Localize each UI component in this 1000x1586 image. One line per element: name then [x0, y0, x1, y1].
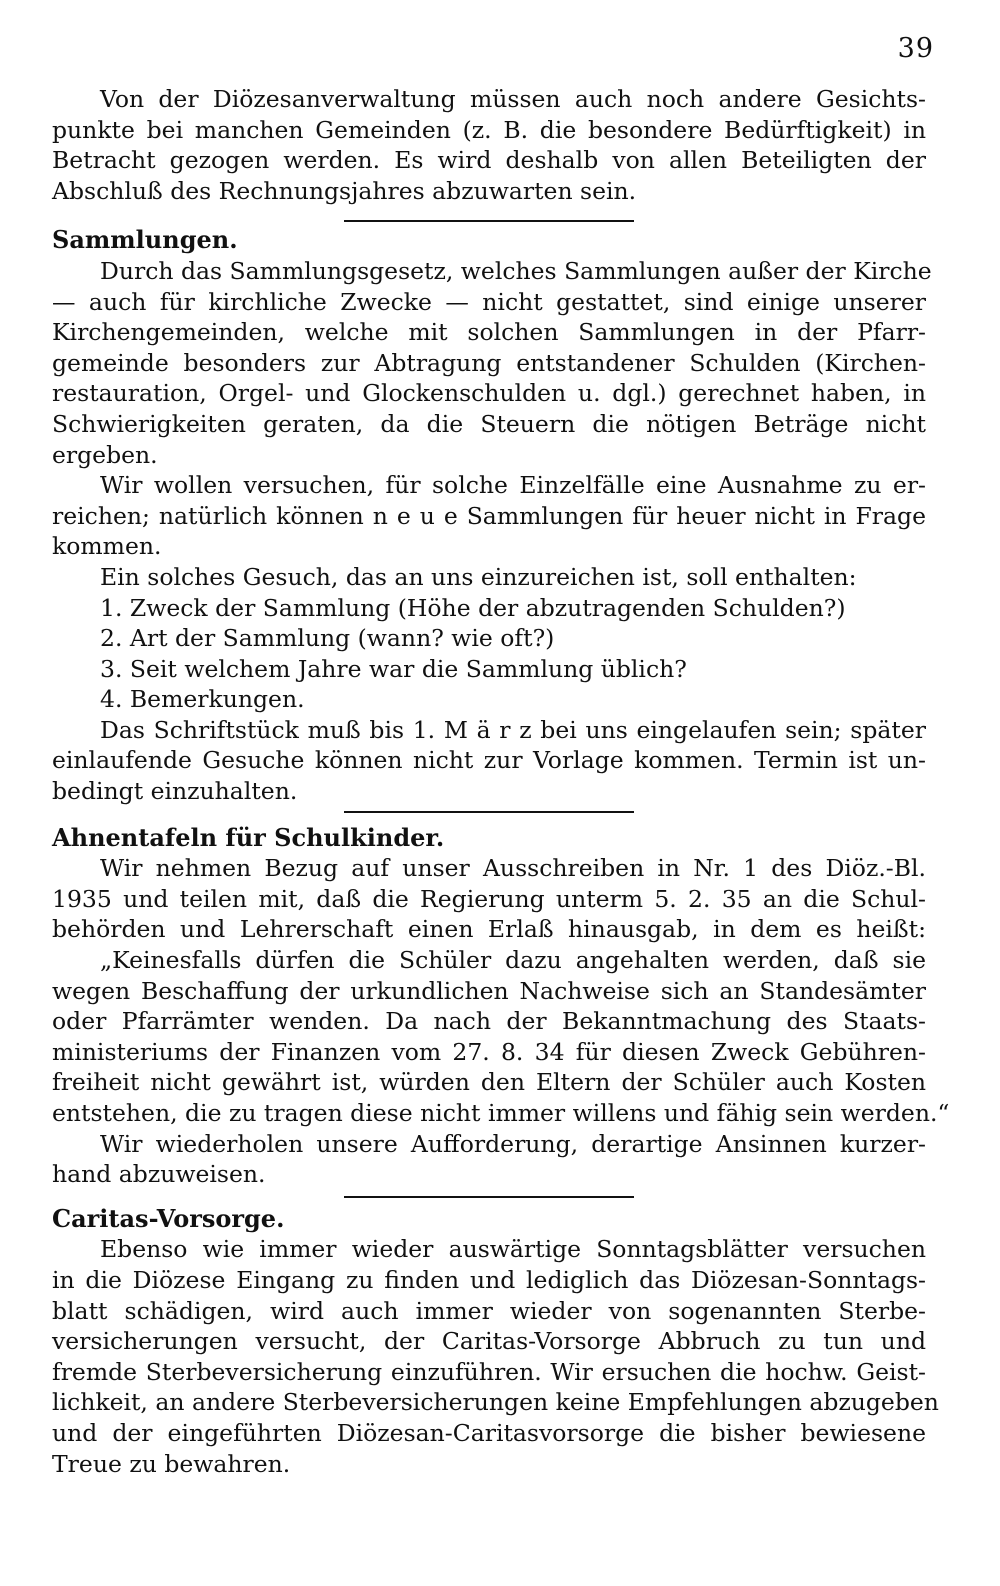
text-line: Wir nehmen Bezug auf unser Ausschreiben in Nr. 1 des Diöz.-Bl. [100, 854, 926, 883]
text-line: Treue zu bewahren. [52, 1449, 291, 1478]
text-line: — auch für kirchliche Zwecke — nicht gestattet, sind einige unserer [52, 287, 926, 316]
text-line: gemeinde besonders zur Abtragung entstandener Schulden (Kirchen- [52, 348, 926, 377]
text-line: fremde Sterbeversicherung einzuführen. Wir ersuchen die hochw. Geist- [52, 1357, 926, 1386]
text-line: Wir wiederholen unsere Aufforderung, derartige Ansinnen kurzer- [100, 1129, 926, 1158]
text-line: oder Pfarrämter wenden. Da nach der Bekanntmachung des Staats- [52, 1007, 926, 1036]
list-item: 4. Bemerkungen. [100, 685, 305, 714]
text-line: restauration, Orgel- und Glockenschulden u. dgl.) gerechnet haben, in [52, 379, 926, 408]
caritas-section [52, 1203, 939, 1479]
text-line: Betracht gezogen werden. Es wird deshalb von allen Beteiligten der [52, 146, 926, 175]
list-item: 3. Seit welchem Jahre war die Sammlung üblich? [100, 654, 687, 683]
page-number: 39 [897, 33, 934, 64]
page-content [52, 84, 950, 1479]
text-line: und der eingeführten Diözesan-Caritasvorsorge die bisher bewiesene [52, 1418, 926, 1447]
intro-section [52, 84, 926, 206]
text-line: einlaufende Gesuche können nicht zur Vorlage kommen. Termin ist un- [52, 746, 926, 775]
list-item: 1. Zweck der Sammlung (Höhe der abzutragenden Schulden?) [100, 593, 846, 622]
text-line: ministeriums der Finanzen vom 27. 8. 34 für diesen Zweck Gebühren- [52, 1037, 926, 1066]
text-line: kommen. [52, 532, 162, 561]
list-item: 2. Art der Sammlung (wann? wie oft?) [100, 624, 555, 653]
text-line: Schwierigkeiten geraten, da die Steuern die nötigen Beträge nicht [52, 409, 926, 438]
text-line: Von der Diözesanverwaltung müssen auch noch andere Gesichts- [100, 85, 926, 113]
text-line: Ebenso wie immer wieder auswärtige Sonntagsblätter versuchen [100, 1235, 926, 1264]
text-line: Das Schriftstück muß bis 1. M ä r z bei uns eingelaufen sein; später [100, 715, 926, 744]
text-line: behörden und Lehrerschaft einen Erlaß hinausgab, in dem es heißt: [52, 915, 926, 944]
section-heading: Caritas-Vorsorge. [52, 1203, 285, 1233]
text-line: blatt schädigen, wird auch immer wieder von sogenannten Sterbe- [52, 1296, 926, 1325]
text-line: „Keinesfalls dürfen die Schüler dazu angehalten werden, daß sie [100, 946, 926, 975]
text-line: entstehen, die zu tragen diese nicht immer willens und fähig sein werden.“ [52, 1099, 950, 1127]
text-line: in die Diözese Eingang zu finden und lediglich das Diözesan-Sonntags- [52, 1265, 926, 1294]
text-line: ergeben. [52, 440, 158, 469]
text-line: reichen; natürlich können n e u e Sammlungen für heuer nicht in Frage [52, 501, 926, 530]
sammlungen-section [52, 225, 932, 806]
text-line: Wir wollen versuchen, für solche Einzelfälle eine Ausnahme zu er- [100, 471, 926, 500]
text-line: Ein solches Gesuch, das an uns einzureichen ist, soll enthalten: [100, 562, 857, 591]
section-heading: Sammlungen. [52, 225, 238, 255]
text-line: Durch das Sammlungsgesetz, welches Sammlungen außer der Kirche [100, 256, 932, 285]
text-line: Kirchengemeinden, welche mit solchen Sammlungen in der Pfarr- [52, 318, 926, 347]
text-line: wegen Beschaffung der urkundlichen Nachweise sich an Standesämter [52, 976, 926, 1005]
text-line: lichkeit, an andere Sterbeversicherungen keine Empfehlungen abzugeben [52, 1388, 939, 1417]
text-line: Abschluß des Rechnungsjahres abzuwarten sein. [52, 176, 637, 205]
text-line: bedingt einzuhalten. [52, 777, 298, 806]
ahnentafeln-section [52, 822, 950, 1190]
text-line: 1935 und teilen mit, daß die Regierung unterm 5. 2. 35 an die Schul- [52, 884, 926, 913]
section-heading: Ahnentafeln für Schulkinder. [52, 822, 445, 852]
text-line: freiheit nicht gewährt ist, würden den Eltern der Schüler auch Kosten [52, 1068, 926, 1097]
text-line: hand abzuweisen. [52, 1160, 266, 1189]
text-line: versicherungen versucht, der Caritas-Vorsorge Abbruch zu tun und [52, 1327, 926, 1356]
text-line: punkte bei manchen Gemeinden (z. B. die besondere Bedürftigkeit) in [52, 115, 926, 144]
